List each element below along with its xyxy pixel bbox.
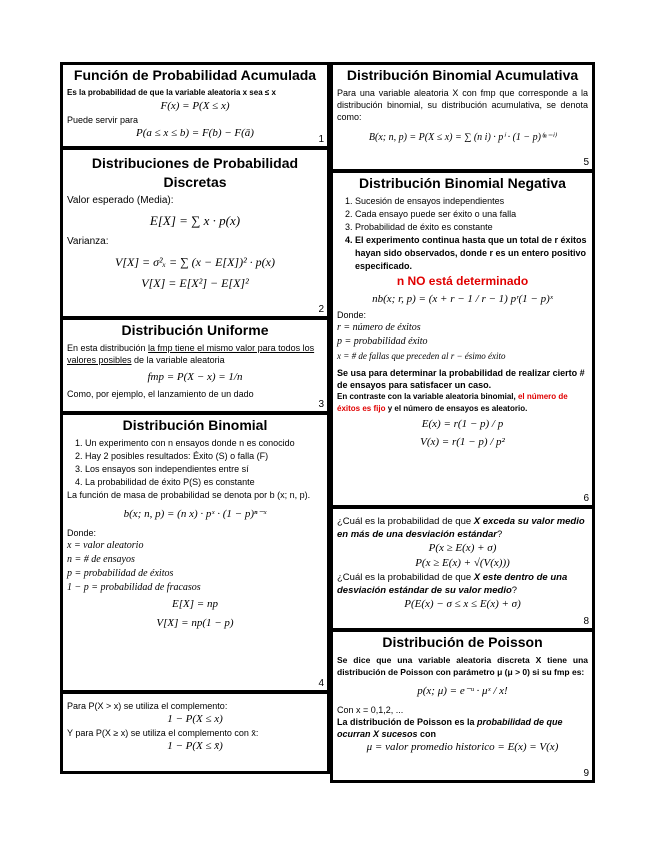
list-item: 1. Sucesión de ensayos independientes <box>355 195 588 208</box>
card-probabilidad-acumulada <box>60 62 330 149</box>
definition: x = valor aleatorio <box>67 540 144 551</box>
equation: E[X] = np <box>172 598 218 610</box>
text-line <box>333 571 592 597</box>
card-number: 4 <box>318 678 324 689</box>
text-line: Varianza: <box>67 236 109 247</box>
text-line: Donde: <box>337 310 367 320</box>
card-complemento <box>60 691 330 774</box>
card-binomial-acumulativa <box>330 62 595 172</box>
equation: P(E(x) − σ ≤ x ≤ E(x) + σ) <box>404 598 521 610</box>
card-distribucion-uniforme <box>60 317 330 414</box>
text-line <box>63 342 327 366</box>
highlight-text: n NO está determinado <box>396 274 529 288</box>
text-segment: y el número de ensayos es aleatorio. <box>385 404 528 413</box>
text-segment: ¿Cuál es la probabilidad de que <box>337 516 474 527</box>
text-segment: La distribución de Poisson es la <box>337 717 478 727</box>
card-number: 6 <box>583 493 589 504</box>
definition: n = # de ensayos <box>67 554 135 565</box>
definition: x = # de fallas que preceden al r − ésimo éxito <box>337 351 506 361</box>
list-item: 4. La probabilidad de éxito P(S) es constante <box>85 476 323 489</box>
text-line: Valor esperado (Media): <box>67 195 174 206</box>
text-line: Puede servir para <box>67 115 139 125</box>
definition: r = número de éxitos <box>337 322 421 333</box>
text-line: Como, por ejemplo, el lanzamiento de un dado <box>67 389 254 399</box>
equation: E(x) = r(1 − p) / p <box>421 418 504 430</box>
text-segment: En contraste con la variable aleatoria binomial, <box>337 392 518 401</box>
equation: P(x ≥ E(x) + √(V(x))) <box>415 557 510 569</box>
text-line: Para una variable aleatoria X con fmp que corresponde a la distribución binomial, su distribución acumulativa, se denota como: <box>337 88 588 122</box>
card-number: 8 <box>583 616 589 627</box>
list-item: 1. Un experimento con n ensayos donde n es conocido <box>85 437 323 450</box>
list-item: 2. Cada ensayo puede ser éxito o una falla <box>355 208 588 221</box>
card-title: Distribución Binomial Acumulativa <box>346 67 579 83</box>
text-segment: ? <box>496 529 503 540</box>
equation: F(x) = P(X ≤ x) <box>160 100 230 112</box>
definition: 1 − p = probabilidad de fracasos <box>67 582 201 593</box>
text-line: Donde: <box>67 528 97 538</box>
text-line: La función de masa de probabilidad se denota por b (x; n, p). <box>67 490 311 500</box>
equation: B(x; n, p) = P(X ≤ x) = ∑ (n i) · pⁱ · (1 − p)⁽ⁿ⁻ⁱ⁾ <box>368 132 557 143</box>
card-binomial-negativa <box>330 170 595 508</box>
text-line <box>333 391 592 415</box>
card-title: Distribución de Poisson <box>382 634 543 650</box>
text-line: Y para P(X ≥ x) se utiliza el complemento con x̄: <box>67 728 259 738</box>
equation: V(x) = r(1 − p) / p² <box>420 436 505 448</box>
list-item: 3. Probabilidad de éxito es constante <box>355 221 588 234</box>
card-distribucion-poisson <box>330 629 595 783</box>
card-title: Distribución Uniforme <box>121 322 269 338</box>
list-item: 2. Hay 2 posibles resultados: Éxito (S) o falla (F) <box>85 450 323 463</box>
card-number: 9 <box>583 768 589 779</box>
equation: fmp = P(X − x) = 1/n <box>147 371 243 383</box>
list <box>63 437 327 489</box>
card-number: 5 <box>583 157 589 168</box>
equation: V[X] = E[X²] − E[X]² <box>141 276 249 290</box>
equation: V[X] = σ²ₓ = ∑ (x − E[X])² · p(x) <box>114 255 275 269</box>
equation: V[X] = np(1 − p) <box>156 617 234 629</box>
definition: p = probabilidad de éxitos <box>67 568 174 579</box>
equation: P(a ≤ x ≤ b) = F(b) − F(ā) <box>136 127 254 139</box>
card-distribucion-binomial <box>60 412 330 693</box>
equation: nb(x; r, p) = (x + r − 1 / r − 1) pʳ(1 − p)ˣ <box>372 293 553 305</box>
text-line: Es la probabilidad de que la variable aleatoria x sea ≤ x <box>67 88 276 97</box>
equation: P(x ≥ E(x) + σ) <box>428 542 497 554</box>
text-segment-emphasis: probabilidad de que ocurran X sucesos <box>337 717 563 739</box>
text-segment: de la variable aleatoria <box>131 355 225 365</box>
equation: p(x; μ) = e⁻ᵘ · μˣ / x! <box>417 685 508 697</box>
card-number: 1 <box>318 134 324 145</box>
text-segment: ? <box>511 585 518 596</box>
card-number: 3 <box>318 399 324 410</box>
text-segment-underlined: la fmp tiene el mismo valor para todos los valores posibles <box>67 343 315 365</box>
text-line: Se dice que una variable aleatoria discreta X tiene una distribución de Poisson con parámetro μ (μ > 0) si su fmp es: <box>337 655 588 677</box>
card-title: Distribución Binomial Negativa <box>359 175 566 191</box>
card-number: 2 <box>318 304 324 315</box>
text-segment-red: el número de éxitos es fijo <box>337 392 568 413</box>
text-segment: ¿Cuál es la probabilidad de que <box>337 572 474 583</box>
list-item: 3. Los ensayos son independientes entre sí <box>85 463 323 476</box>
text-line <box>333 515 592 541</box>
equation: E[X] = ∑ x · p(x) <box>149 213 241 228</box>
text-line <box>333 716 592 740</box>
equation: 1 − P(X ≤ x) <box>167 713 223 725</box>
card-title: Distribuciones de Probabilidad Discretas <box>91 155 299 190</box>
text-line: Con x = 0,1,2, ... <box>337 705 404 715</box>
card-distribuciones-discretas <box>60 147 330 319</box>
text-line: Se usa para determinar la probabilidad de realizar cierto # de ensayos para satisfacer un caso. <box>337 368 585 390</box>
text-segment-emphasis: X exceda su valor medio en más de una desviación estándar <box>337 516 585 540</box>
equation: μ = valor promedio historico = E(x) = V(x) <box>366 741 559 753</box>
text-line: Para P(X > x) se utiliza el complemento: <box>67 701 228 711</box>
equation: b(x; n, p) = (n x) · pˣ · (1 − p)ⁿ⁻ˣ <box>123 508 267 520</box>
equation: 1 − P(X ≤ x̄) <box>167 740 223 752</box>
text-segment: En esta distribución <box>67 343 149 353</box>
definition: p = probabilidad éxito <box>337 336 428 347</box>
list <box>333 195 592 273</box>
text-segment: con <box>417 729 437 739</box>
card-title: Función de Probabilidad Acumulada <box>73 67 317 83</box>
list-item: 4. El experimento continua hasta que un total de r éxitos hayan sido observados, donde r es un entero positivo especificado. <box>355 234 588 273</box>
text-segment-emphasis: X este dentro de una desviación estándar de su valor medio <box>337 572 568 596</box>
card-title: Distribución Binomial <box>122 417 268 433</box>
card-desviacion-estandar <box>330 506 595 631</box>
